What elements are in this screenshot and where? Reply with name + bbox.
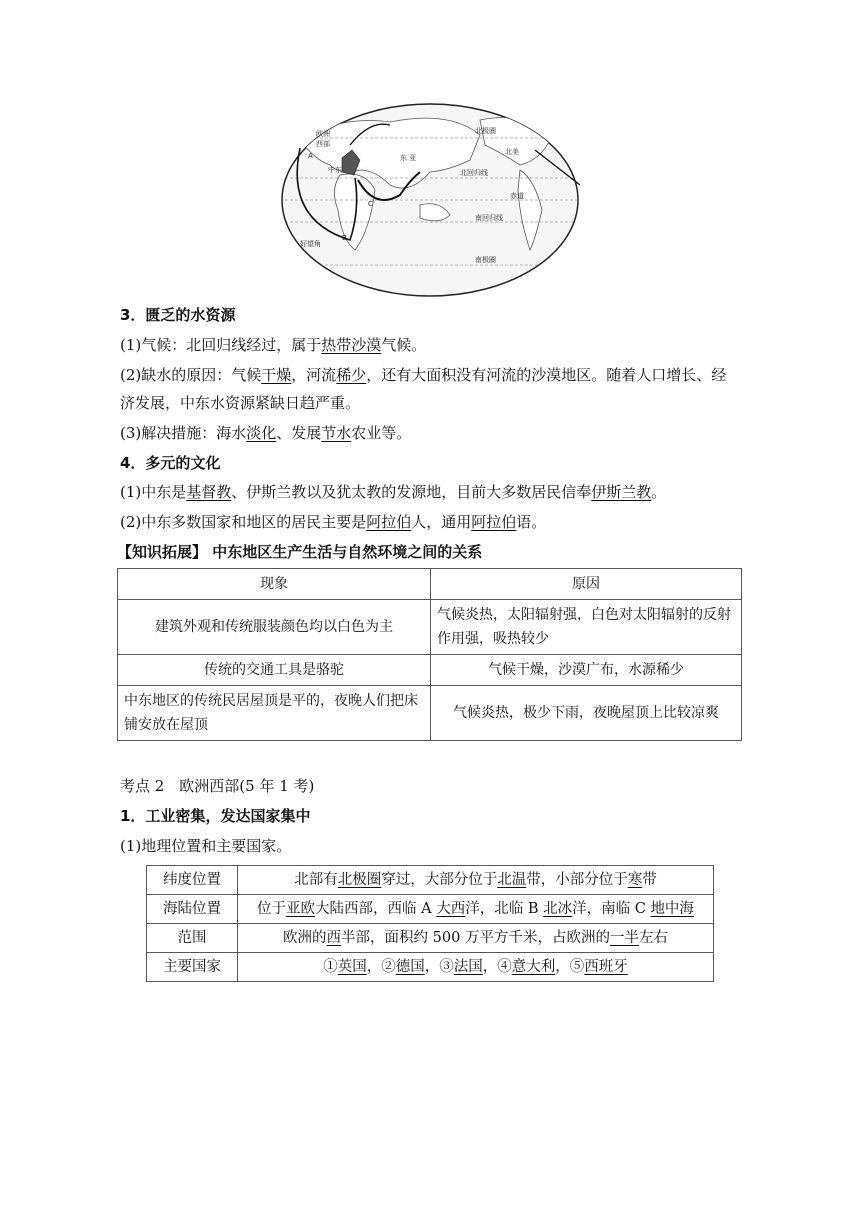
table-row (118, 655, 742, 686)
ext-header-phenomenon: 现象 (118, 569, 431, 600)
table-cell: 传统的交通工具是骆驼 (118, 655, 431, 686)
table-cell: ①英国，②德国，③法国，④意大利，⑤西班牙 (238, 953, 714, 982)
europe-west-table (146, 865, 714, 982)
s3-cause-line2: 济发展，中东水资源紧缺日趋严重。 (120, 394, 361, 412)
k2-intro: (1)地理位置和主要国家。 (120, 837, 292, 855)
row-label-position: 海陆位置 (147, 895, 238, 924)
table-cell: 气候干燥，沙漠广布，水源稀少 (431, 655, 742, 686)
map-label-north-america: 北美 (505, 148, 519, 156)
table-cell: 欧洲的西半部，面积约 500 万平方千米，占欧洲的一半左右 (238, 924, 714, 953)
map-label-arctic-circle: 北极圈 (475, 127, 496, 135)
k2-subheading: 1．工业密集，发达国家集中 (120, 807, 311, 825)
table-cell: 建筑外观和传统服装颜色均以白色为主 (118, 600, 431, 655)
section-3-heading: 3．匮乏的水资源 (120, 306, 236, 324)
row-label-countries: 主要国家 (147, 953, 238, 982)
s4-people: (2)中东多数国家和地区的居民主要是阿拉伯人，通用阿拉伯语。 (120, 513, 547, 531)
map-label-mideast: 中东 (328, 166, 342, 174)
table-cell: 北部有北极圈穿过，大部分位于北温带，小部分位于寒带 (238, 866, 714, 895)
table-row (118, 569, 742, 600)
ext-table (117, 568, 742, 741)
map-label-antarctic-circle: 南极圈 (475, 256, 496, 264)
world-map-figure (280, 100, 580, 300)
map-label-tropic-cancer: 北回归线 (460, 169, 488, 177)
map-label-west: 西部 (316, 140, 330, 148)
row-label-latitude: 纬度位置 (147, 866, 238, 895)
s4-religion: (1)中东是基督教、伊斯兰教以及犹太教的发源地，目前大多数居民信奉伊斯兰教。 (120, 483, 667, 501)
ext-header-reason: 原因 (431, 569, 742, 600)
s3-climate: (1)气候：北回归线经过，属于热带沙漠气候。 (120, 336, 427, 354)
table-row (118, 600, 742, 655)
map-label-east-asia: 东 亚 (400, 154, 417, 162)
map-label-tropic-capricorn: 南回归线 (475, 214, 503, 222)
map-label-cape: 好望角 (300, 240, 321, 248)
table-cell: 气候炎热，极少下雨，夜晚屋顶上比较凉爽 (431, 686, 742, 741)
table-row (147, 953, 714, 982)
kaodian-2-heading: 考点 2 欧洲西部(5 年 1 考) (120, 777, 315, 795)
table-cell: 中东地区的传统民居屋顶是平的，夜晚人们把床铺安放在屋顶 (118, 686, 431, 741)
table-row (147, 866, 714, 895)
table-row (147, 895, 714, 924)
s3-solution: (3)解决措施：海水淡化、发展节水农业等。 (120, 424, 412, 442)
table-row (118, 686, 742, 741)
ext-heading: 【知识拓展】 中东地区生产生活与自然环境之间的关系 (117, 543, 483, 561)
table-cell: 气候炎热，太阳辐射强，白色对太阳辐射的反射作用强，吸热较少 (431, 600, 742, 655)
map-label-europe: 欧洲 (316, 130, 330, 138)
s3-cause-line1: (2)缺水的原因：气候干燥，河流稀少，还有大面积没有河流的沙漠地区。随着人口增长、经 (120, 366, 727, 384)
row-label-range: 范围 (147, 924, 238, 953)
table-cell: 位于亚欧大陆西部，西临 A 大西洋，北临 B 北冰洋，南临 C 地中海 (238, 895, 714, 924)
section-4-heading: 4．多元的文化 (120, 454, 221, 472)
map-label-b: B (342, 234, 347, 242)
map-label-c: C (368, 200, 373, 208)
table-row (147, 924, 714, 953)
map-label-a: A (308, 152, 313, 160)
map-label-equator: 赤道 (510, 192, 524, 200)
